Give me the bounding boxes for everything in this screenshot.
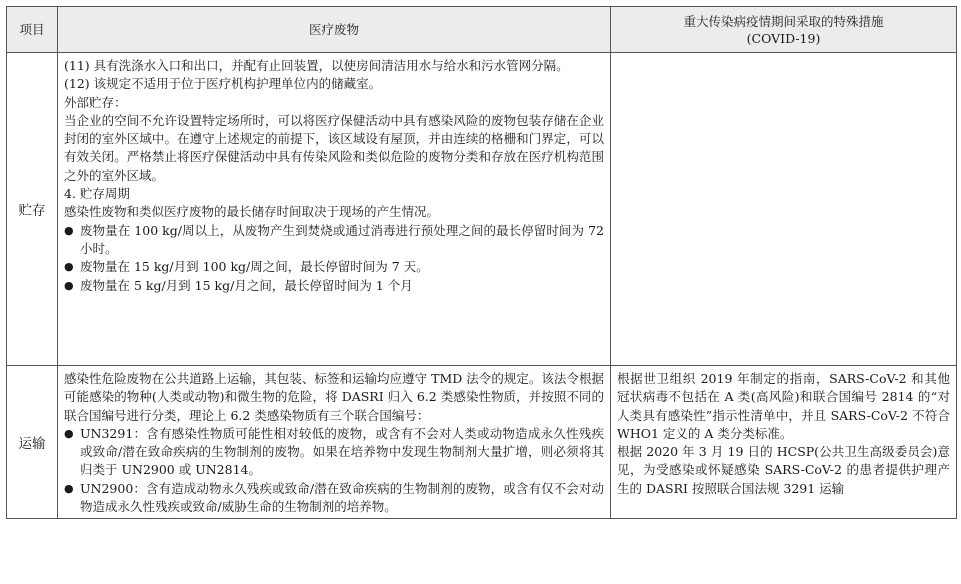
storage-bullet: ● 废物量在 5 kg/月到 15 kg/月之间，最长停留时间为 1 个月 — [64, 277, 604, 295]
transport-special-paragraph: 根据世卫组织 2019 年制定的指南，SARS-CoV-2 和其他冠状病毒不包括在 A 类(高风险)和联合国编号 2814 的“对人类具有感染性”指示性清单中，并且 SARS-CoV-2 不符合 WHO1 定义的 A 类分类标准。 — [617, 371, 950, 441]
storage-paragraph: 当企业的空间不允许设置特定场所时，可以将医疗保健活动中具有感染风险的废物包装存储在企业封闭的室外区域中。在遵守上述规定的前提下，该区域设有屋顶，并由连续的格栅和门界定，可以有效关闭。严格禁止将医疗保健活动中具有传染风险和类似危险的废物分类和存放在医疗机构范围之外的室外区域。 — [64, 112, 604, 183]
transport-content — [58, 366, 611, 519]
storage-paragraph: 感染性废物和类似医疗废物的最长储存时间取决于现场的产生情况。 — [64, 204, 440, 220]
transport-label: 运输 — [7, 366, 58, 519]
storage-content — [58, 53, 611, 366]
transport-special-paragraph: 根据 2020 年 3 月 19 日的 HCSP(公共卫生高级委员会)意见，为受感染或怀疑感染 SARS-CoV-2 的患者提供护理产生的 DASRI 按照联合国法规 3291 运输 — [617, 444, 950, 496]
storage-paragraph: 外部贮存： — [64, 94, 127, 110]
storage-paragraph: 4. 贮存周期 — [64, 186, 130, 202]
header-special-measures-title: 重大传染病疫情期间采取的特殊措施 — [683, 13, 884, 29]
transport-bullet: ● UN2900：含有造成动物永久残疾或致命/潜在致命疾病的生物制剂的废物，或含有仅不会对动物造成永久性残疾或致命/威胁生命的生物制剂的培养物。 — [64, 480, 604, 517]
header-item: 项目 — [7, 7, 58, 53]
storage-special-measures — [611, 53, 957, 366]
storage-bullet: ● 废物量在 15 kg/月到 100 kg/周之间，最长停留时间为 7 天。 — [64, 258, 604, 276]
transport-special-measures — [611, 366, 957, 519]
header-special-measures-sub: (COVID-19) — [746, 30, 821, 46]
transport-bullet: ● UN3291：含有感染性物质可能性相对较低的废物，或含有不会对人类或动物造成永久性残疾或致命/潜在致命疾病的生物制剂的废物。如果在培养物中发现生物制剂大量扩增，则必须将其归类于 UN2900 或 UN2814。 — [64, 425, 604, 480]
storage-paragraph: (12) 该规定不适用于位于医疗机构护理单位内的储藏室。 — [64, 76, 382, 92]
medical-waste-table — [6, 6, 957, 519]
storage-bullet: ● 废物量在 100 kg/周以上，从废物产生到焚烧或通过消毒进行预处理之间的最长停留时间为 72 小时。 — [64, 222, 604, 259]
header-row — [7, 7, 957, 53]
transport-row — [7, 366, 957, 519]
storage-paragraph: (11) 具有洗涤水入口和出口，并配有止回装置，以使房间清洁用水与给水和污水管网分隔。 — [64, 58, 569, 73]
header-medical-waste: 医疗废物 — [58, 7, 611, 53]
storage-label: 贮存 — [7, 53, 58, 366]
storage-row — [7, 53, 957, 366]
header-special-measures — [611, 7, 957, 53]
transport-paragraph: 感染性危险废物在公共道路上运输，其包装、标签和运输均应遵守 TMD 法令的规定。该法令根据可能感染的物种(人类或动物)和微生物的危险，将 DASRI 归入 6.2 类感染性物质，并按照不同的联合国编号进行分类，理论上 6.2 类感染物质有三个联合国编号： — [64, 371, 604, 423]
